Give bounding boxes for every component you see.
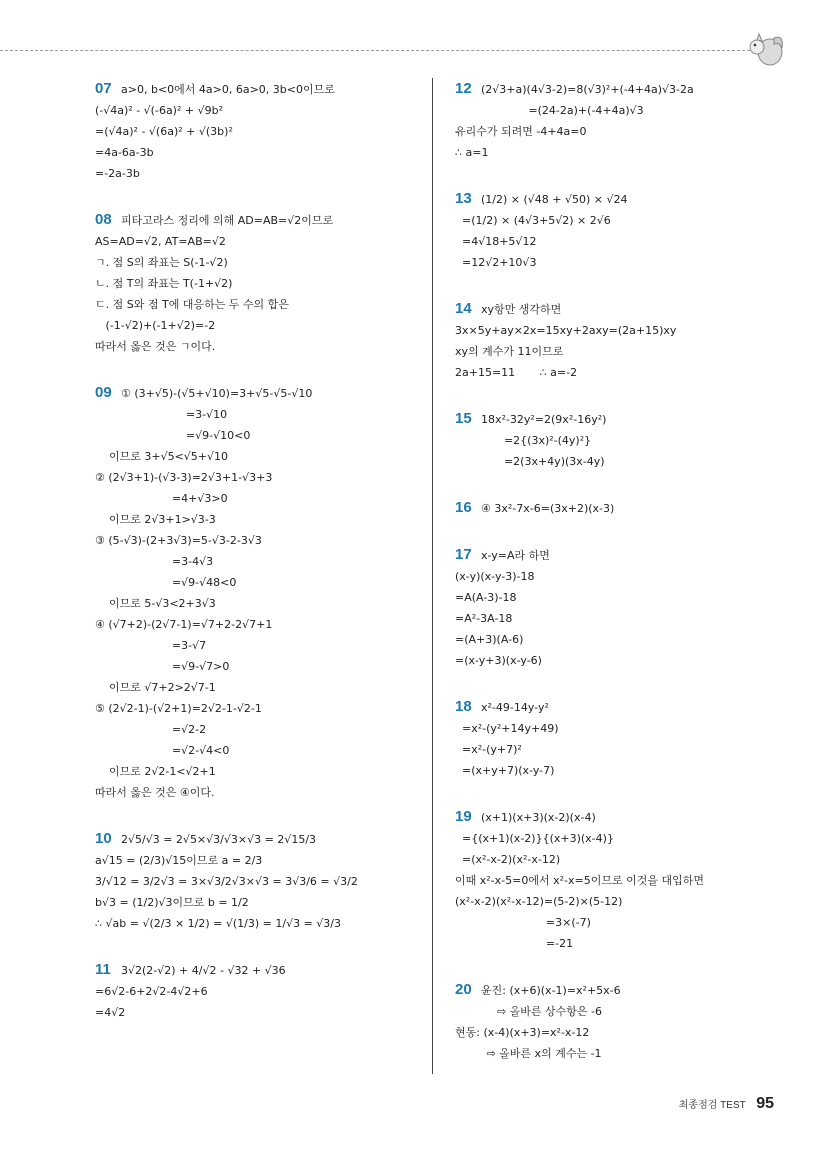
solution-text: =√9-√7>0 — [95, 660, 230, 673]
solution-text: a>0, b<0에서 4a>0, 6a>0, 3b<0이므로 — [121, 83, 335, 96]
solution-text: =3-4√3 — [95, 555, 214, 568]
solution-text: ㄷ. 점 S와 점 T에 대응하는 두 수의 합은 — [95, 298, 289, 311]
solution-text: (x-y)(x-y-3)-18 — [455, 570, 535, 583]
solution-line — [455, 718, 785, 739]
solution-line — [95, 593, 415, 614]
solution-text: =12√2+10√3 — [455, 256, 537, 269]
solution-line — [95, 850, 415, 871]
problem-12 — [455, 78, 785, 163]
solution-line — [95, 1002, 415, 1023]
solution-line — [95, 404, 415, 425]
solution-line — [95, 981, 415, 1002]
solution-text: =(A+3)(A-6) — [455, 633, 524, 646]
solution-text: 18x²-32y²=2(9x²-16y²) — [481, 413, 607, 426]
solution-line — [95, 294, 415, 315]
solution-line — [455, 979, 785, 1001]
solution-line — [455, 231, 785, 252]
footer-label: 최종점검 TEST — [678, 1100, 746, 1111]
problem-11 — [95, 959, 415, 1023]
solution-line — [95, 509, 415, 530]
solution-line — [455, 566, 785, 587]
solution-text: 3x×5y+ay×2x=15xy+2axy=(2a+15)xy — [455, 324, 677, 337]
solution-line — [455, 430, 785, 451]
solution-text: =(x+y+7)(x-y-7) — [455, 764, 555, 777]
problem-number: 19 — [455, 808, 472, 825]
solution-text: 유리수가 되려면 -4+4a=0 — [455, 125, 587, 138]
solution-line — [95, 871, 415, 892]
solution-line — [455, 1043, 785, 1064]
right-column — [455, 78, 785, 1089]
solution-text: ④ 3x²-7x-6=(3x+2)(x-3) — [481, 502, 615, 515]
problem-number: 15 — [455, 410, 472, 427]
solution-line — [95, 719, 415, 740]
problem-number: 07 — [95, 80, 112, 97]
solution-line — [455, 933, 785, 954]
problem-number: 16 — [455, 499, 472, 516]
problem-18 — [455, 696, 785, 781]
solution-text: x²-49-14y-y² — [481, 701, 549, 714]
solution-text: ⑤ (2√2-1)-(√2+1)=2√2-1-√2-1 — [95, 702, 262, 715]
solution-line — [95, 488, 415, 509]
solution-line — [95, 142, 415, 163]
solution-line — [95, 740, 415, 761]
solution-line — [455, 100, 785, 121]
squirrel-mascot-icon — [744, 32, 786, 68]
solution-line — [455, 142, 785, 163]
solution-line — [95, 782, 415, 803]
solution-line — [95, 425, 415, 446]
solution-text: =(24-2a)+(-4+4a)√3 — [455, 104, 644, 117]
solution-line — [455, 629, 785, 650]
solution-text: ① (3+√5)-(√5+√10)=3+√5-√5-√10 — [121, 387, 313, 400]
solution-text: ={(x+1)(x-2)}{(x+3)(x-4)} — [455, 832, 614, 845]
solution-text: 2a+15=11 ∴ a=-2 — [455, 366, 578, 379]
solution-text: AS=AD=√2, AT=AB=√2 — [95, 235, 226, 248]
solution-line — [95, 761, 415, 782]
problem-number: 09 — [95, 384, 112, 401]
solution-line — [95, 336, 415, 357]
solution-line — [455, 806, 785, 828]
solution-text: ③ (5-√3)-(2+3√3)=5-√3-2-3√3 — [95, 534, 262, 547]
solution-text: 현동: (x-4)(x+3)=x²-x-12 — [455, 1026, 590, 1039]
solution-text: ② (2√3+1)-(√3-3)=2√3+1-√3+3 — [95, 471, 273, 484]
solution-line — [455, 341, 785, 362]
problem-number: 20 — [455, 981, 472, 998]
solution-line — [455, 739, 785, 760]
solution-text: =(x²-x-2)(x²-x-12) — [455, 853, 561, 866]
problem-number: 13 — [455, 190, 472, 207]
solution-line — [95, 231, 415, 252]
solution-line — [455, 210, 785, 231]
solution-line — [95, 530, 415, 551]
solution-text: =-21 — [455, 937, 574, 950]
problem-10 — [95, 828, 415, 934]
solution-text: 이므로 3+√5<√5+√10 — [95, 450, 229, 463]
solution-line — [455, 497, 785, 519]
solution-line — [455, 78, 785, 100]
solution-text: 이때 x²-x-5=0에서 x²-x=5이므로 이것을 대입하면 — [455, 874, 704, 887]
solution-line — [455, 298, 785, 320]
solution-text: =A(A-3)-18 — [455, 591, 517, 604]
solution-text: =4√18+5√12 — [455, 235, 537, 248]
top-dashed-rule — [0, 50, 750, 51]
solution-text: 3√2(2-√2) + 4/√2 - √32 + √36 — [121, 964, 286, 977]
problem-08 — [95, 209, 415, 357]
solution-line — [95, 698, 415, 719]
problem-number: 18 — [455, 698, 472, 715]
solution-line — [455, 320, 785, 341]
solution-line — [455, 696, 785, 718]
solution-line — [455, 650, 785, 671]
solution-line — [455, 544, 785, 566]
solution-line — [455, 408, 785, 430]
solution-text: a√15 = (2/3)√15이므로 a = 2/3 — [95, 854, 263, 867]
solution-line — [455, 252, 785, 273]
solution-text: x-y=A라 하면 — [481, 549, 550, 562]
solution-text: =√9-√10<0 — [95, 429, 251, 442]
solution-text: ㄱ. 점 S의 좌표는 S(-1-√2) — [95, 256, 228, 269]
problem-number: 08 — [95, 211, 112, 228]
solution-text: 이므로 5-√3<2+3√3 — [95, 597, 216, 610]
problem-number: 11 — [95, 961, 111, 978]
solution-line — [95, 209, 415, 231]
solution-line — [95, 656, 415, 677]
left-column — [95, 78, 415, 1048]
solution-text: =(x-y+3)(x-y-6) — [455, 654, 542, 667]
solution-line — [455, 1001, 785, 1022]
solution-line — [95, 100, 415, 121]
solution-text: 따라서 옳은 것은 ④이다. — [95, 786, 215, 799]
solution-text: =A²-3A-18 — [455, 612, 513, 625]
problem-number: 12 — [455, 80, 472, 97]
solution-text: (2√3+a)(4√3-2)=8(√3)²+(-4+4a)√3-2a — [481, 83, 694, 96]
solution-line — [95, 892, 415, 913]
solution-line — [455, 891, 785, 912]
solution-line — [95, 163, 415, 184]
solution-text: ⇨ 올바른 x의 계수는 -1 — [455, 1047, 602, 1060]
solution-line — [95, 446, 415, 467]
solution-line — [455, 188, 785, 210]
solution-text: b√3 = (1/2)√3이므로 b = 1/2 — [95, 896, 249, 909]
solution-text: =3×(-7) — [455, 916, 591, 929]
solution-text: 따라서 옳은 것은 ㄱ이다. — [95, 340, 216, 353]
problem-19 — [455, 806, 785, 954]
solution-line — [95, 959, 415, 981]
solution-text: =√2-2 — [95, 723, 207, 736]
solution-line — [95, 252, 415, 273]
solution-text: =-2a-3b — [95, 167, 140, 180]
solution-line — [455, 1022, 785, 1043]
solution-text: =√2-√4<0 — [95, 744, 230, 757]
solution-line — [455, 121, 785, 142]
solution-text: (x+1)(x+3)(x-2)(x-4) — [481, 811, 596, 824]
solution-line — [95, 635, 415, 656]
solution-text: =4a-6a-3b — [95, 146, 154, 159]
solution-text: =4√2 — [95, 1006, 126, 1019]
solution-line — [95, 78, 415, 100]
solution-line — [95, 614, 415, 635]
solution-text: (x²-x-2)(x²-x-12)=(5-2)×(5-12) — [455, 895, 623, 908]
solution-text: =2{(3x)²-(4y)²} — [455, 434, 592, 447]
solution-line — [455, 870, 785, 891]
solution-text: =3-√7 — [95, 639, 207, 652]
solution-text: =3-√10 — [95, 408, 228, 421]
problem-15 — [455, 408, 785, 472]
problem-number: 17 — [455, 546, 472, 563]
problem-number: 14 — [455, 300, 472, 317]
problem-20 — [455, 979, 785, 1064]
solution-line — [455, 828, 785, 849]
solution-text: =√9-√48<0 — [95, 576, 237, 589]
solution-text: 3/√12 = 3/2√3 = 3×√3/2√3×√3 = 3√3/6 = √3/2 — [95, 875, 358, 888]
solution-line — [95, 382, 415, 404]
solution-line — [455, 760, 785, 781]
solution-text: ∴ a=1 — [455, 146, 489, 159]
solution-line — [455, 362, 785, 383]
solution-line — [95, 551, 415, 572]
solution-line — [95, 273, 415, 294]
solution-line — [95, 677, 415, 698]
solution-text: ㄴ. 점 T의 좌표는 T(-1+√2) — [95, 277, 233, 290]
solution-text: 2√5/√3 = 2√5×√3/√3×√3 = 2√15/3 — [121, 833, 317, 846]
solution-text: =6√2-6+2√2-4√2+6 — [95, 985, 208, 998]
solution-line — [455, 912, 785, 933]
solution-text: xy항만 생각하면 — [481, 303, 562, 316]
solution-line — [95, 315, 415, 336]
page-number: 95 — [756, 1095, 774, 1112]
solution-text: 이므로 2√3+1>√3-3 — [95, 513, 216, 526]
solution-text: 윤진: (x+6)(x-1)=x²+5x-6 — [481, 984, 621, 997]
problem-09 — [95, 382, 415, 803]
solution-text: =(√4a)² - √(6a)² + √(3b)² — [95, 125, 233, 138]
solution-text: 이므로 √7+2>2√7-1 — [95, 681, 216, 694]
solution-text: =x²-(y²+14y+49) — [455, 722, 559, 735]
solution-line — [455, 608, 785, 629]
solution-line — [95, 121, 415, 142]
solution-text: (-1-√2)+(-1+√2)=-2 — [95, 319, 216, 332]
solution-line — [455, 587, 785, 608]
problem-16 — [455, 497, 785, 519]
solution-text: =2(3x+4y)(3x-4y) — [455, 455, 605, 468]
solution-text: xy의 계수가 11이므로 — [455, 345, 564, 358]
solution-line — [455, 849, 785, 870]
problem-14 — [455, 298, 785, 383]
problem-17 — [455, 544, 785, 671]
solution-line — [95, 913, 415, 934]
solution-text: (1/2) × (√48 + √50) × √24 — [481, 193, 628, 206]
solution-text: 피타고라스 정리에 의해 AD=AB=√2이므로 — [121, 214, 334, 227]
solution-text: 이므로 2√2-1<√2+1 — [95, 765, 216, 778]
problem-number: 10 — [95, 830, 112, 847]
column-divider — [432, 78, 433, 1074]
solution-text: ∴ √ab = √(2/3 × 1/2) = √(1/3) = 1/√3 = √3/3 — [95, 917, 341, 930]
solution-line — [455, 451, 785, 472]
solution-line — [95, 572, 415, 593]
solution-line — [95, 828, 415, 850]
solution-text: =4+√3>0 — [95, 492, 228, 505]
solution-text: =(1/2) × (4√3+5√2) × 2√6 — [455, 214, 611, 227]
solution-text: =x²-(y+7)² — [455, 743, 522, 756]
solution-line — [95, 467, 415, 488]
solution-text: (-√4a)² - √(-6a)² + √9b² — [95, 104, 223, 117]
problem-13 — [455, 188, 785, 273]
solution-text: ④ (√7+2)-(2√7-1)=√7+2-2√7+1 — [95, 618, 273, 631]
problem-07 — [95, 78, 415, 184]
solution-text: ⇨ 올바른 상수항은 -6 — [455, 1005, 603, 1018]
page-footer — [679, 1095, 774, 1113]
